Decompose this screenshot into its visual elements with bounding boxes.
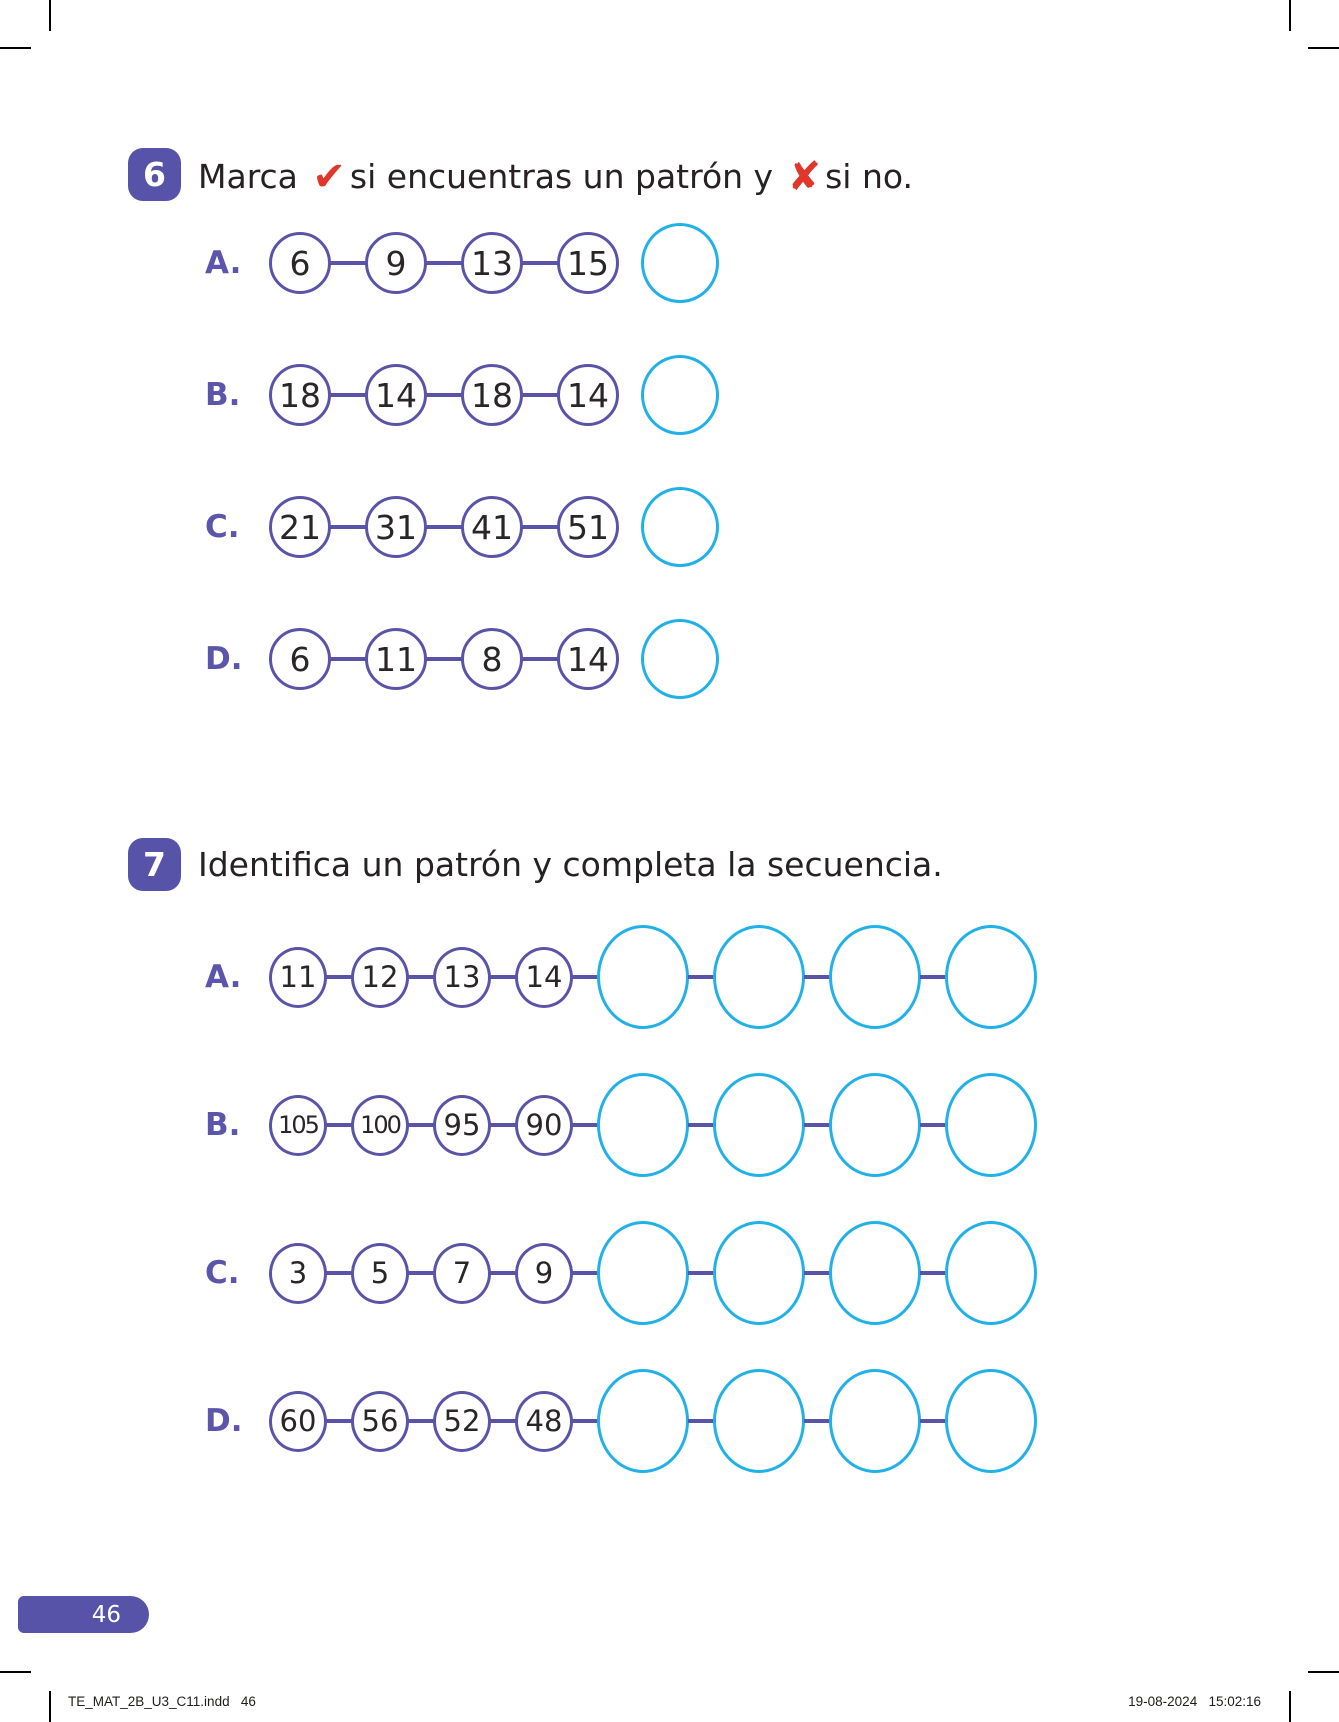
connector-line xyxy=(330,657,366,661)
connector-line xyxy=(490,1123,516,1127)
answer-circle[interactable] xyxy=(641,487,719,567)
print-footer-timestamp: 19-08-2024 15:02:16 xyxy=(1128,1694,1261,1709)
row-label: A. xyxy=(205,245,242,281)
crop-mark-bottom-left-vertical xyxy=(49,1691,51,1722)
answer-circle[interactable] xyxy=(641,619,719,699)
sequence-row xyxy=(205,1051,1037,1199)
exercise-7-header xyxy=(128,838,943,891)
exercise-6-title xyxy=(198,152,913,198)
page-number-badge: 46 xyxy=(18,1596,149,1633)
number-circle: 95 xyxy=(433,1095,491,1156)
connector-line xyxy=(522,525,558,529)
answer-circle[interactable] xyxy=(597,1221,689,1325)
connector-line xyxy=(426,525,462,529)
connector-line xyxy=(408,1271,434,1275)
sequence-row xyxy=(205,903,1037,1051)
answer-circle[interactable] xyxy=(713,1369,805,1473)
number-circle: 90 xyxy=(515,1095,573,1156)
exercise-7-title: Identifica un patrón y completa la secuencia. xyxy=(198,845,943,884)
number-circle: 18 xyxy=(461,364,523,426)
connector-line xyxy=(326,1271,352,1275)
number-circle: 14 xyxy=(515,947,573,1008)
number-circle: 48 xyxy=(515,1391,573,1452)
connector-line xyxy=(688,1271,714,1275)
connector-line xyxy=(330,525,366,529)
number-chain xyxy=(269,1073,1037,1177)
row-label: C. xyxy=(205,509,240,545)
crop-mark-bottom-right-horizontal xyxy=(1308,1671,1339,1673)
answer-circle[interactable] xyxy=(597,1369,689,1473)
connector-line xyxy=(326,1123,352,1127)
number-circle: 14 xyxy=(365,364,427,426)
connector-line xyxy=(688,1123,714,1127)
number-circle: 6 xyxy=(269,232,331,294)
number-chain xyxy=(269,223,719,303)
connector-line xyxy=(804,975,830,979)
number-circle: 31 xyxy=(365,496,427,558)
exercise-6-title-mid: si encuentras un patrón y xyxy=(349,156,774,196)
connector-line xyxy=(522,393,558,397)
number-circle: 18 xyxy=(269,364,331,426)
number-circle: 14 xyxy=(557,628,619,690)
row-label: D. xyxy=(205,1403,243,1439)
exercise-6-number-badge: 6 xyxy=(128,148,181,201)
sequence-row xyxy=(205,1347,1037,1495)
exercise-6-rows xyxy=(205,197,719,725)
answer-circle[interactable] xyxy=(597,1073,689,1177)
answer-circle[interactable] xyxy=(641,355,719,435)
number-chain xyxy=(269,487,719,567)
connector-line xyxy=(920,1419,946,1423)
connector-line xyxy=(804,1271,830,1275)
answer-circle[interactable] xyxy=(945,1073,1037,1177)
answer-circle[interactable] xyxy=(713,1221,805,1325)
number-circle: 100 xyxy=(351,1095,409,1156)
number-circle: 56 xyxy=(351,1391,409,1452)
number-circle: 7 xyxy=(433,1243,491,1304)
connector-line xyxy=(688,975,714,979)
connector-line xyxy=(920,975,946,979)
number-circle: 105 xyxy=(269,1095,327,1156)
connector-line xyxy=(490,1271,516,1275)
number-circle: 41 xyxy=(461,496,523,558)
exercise-7-number-badge: 7 xyxy=(128,838,181,891)
row-label: D. xyxy=(205,641,243,677)
answer-circle[interactable] xyxy=(829,1369,921,1473)
answer-circle[interactable] xyxy=(945,1369,1037,1473)
answer-circle[interactable] xyxy=(597,925,689,1029)
crop-mark-top-left-horizontal xyxy=(0,47,31,49)
cross-icon: ✘ xyxy=(787,153,822,200)
sequence-row xyxy=(205,329,719,461)
number-chain xyxy=(269,355,719,435)
row-label: A. xyxy=(205,959,242,995)
number-circle: 52 xyxy=(433,1391,491,1452)
number-circle: 12 xyxy=(351,947,409,1008)
number-circle: 13 xyxy=(433,947,491,1008)
crop-mark-top-right-horizontal xyxy=(1308,47,1339,49)
number-circle: 51 xyxy=(557,496,619,558)
connector-line xyxy=(804,1123,830,1127)
number-circle: 15 xyxy=(557,232,619,294)
connector-line xyxy=(572,975,598,979)
exercise-6-header xyxy=(128,148,913,201)
answer-circle[interactable] xyxy=(829,925,921,1029)
answer-circle[interactable] xyxy=(829,1073,921,1177)
connector-line xyxy=(326,1419,352,1423)
number-chain xyxy=(269,1221,1037,1325)
number-circle: 6 xyxy=(269,628,331,690)
answer-circle[interactable] xyxy=(945,925,1037,1029)
connector-line xyxy=(408,975,434,979)
sequence-row xyxy=(205,1199,1037,1347)
sequence-row xyxy=(205,593,719,725)
number-circle: 11 xyxy=(269,947,327,1008)
connector-line xyxy=(326,975,352,979)
answer-circle[interactable] xyxy=(641,223,719,303)
exercise-7-rows xyxy=(205,903,1037,1495)
connector-line xyxy=(330,393,366,397)
connector-line xyxy=(572,1271,598,1275)
crop-mark-bottom-left-horizontal xyxy=(0,1671,31,1673)
print-footer-filename: TE_MAT_2B_U3_C11.indd 46 xyxy=(68,1694,256,1709)
crop-mark-bottom-right-vertical xyxy=(1289,1691,1291,1722)
number-circle: 14 xyxy=(557,364,619,426)
sequence-row xyxy=(205,461,719,593)
sequence-row xyxy=(205,197,719,329)
number-circle: 60 xyxy=(269,1391,327,1452)
connector-line xyxy=(408,1123,434,1127)
number-circle: 21 xyxy=(269,496,331,558)
answer-circle[interactable] xyxy=(713,1073,805,1177)
crop-mark-top-right-vertical xyxy=(1289,0,1291,31)
answer-circle[interactable] xyxy=(713,925,805,1029)
connector-line xyxy=(426,261,462,265)
number-circle: 9 xyxy=(365,232,427,294)
check-icon: ✔ xyxy=(312,153,346,200)
connector-line xyxy=(426,393,462,397)
number-circle: 8 xyxy=(461,628,523,690)
number-circle: 13 xyxy=(461,232,523,294)
exercise-6-title-pre: Marca xyxy=(198,156,298,196)
number-chain xyxy=(269,1369,1037,1473)
exercise-6-title-post: si no. xyxy=(825,156,913,196)
connector-line xyxy=(804,1419,830,1423)
connector-line xyxy=(490,1419,516,1423)
number-circle: 3 xyxy=(269,1243,327,1304)
number-circle: 9 xyxy=(515,1243,573,1304)
connector-line xyxy=(522,657,558,661)
connector-line xyxy=(572,1123,598,1127)
number-chain xyxy=(269,925,1037,1029)
connector-line xyxy=(490,975,516,979)
number-chain xyxy=(269,619,719,699)
connector-line xyxy=(408,1419,434,1423)
connector-line xyxy=(688,1419,714,1423)
connector-line xyxy=(426,657,462,661)
answer-circle[interactable] xyxy=(945,1221,1037,1325)
connector-line xyxy=(522,261,558,265)
row-label: B. xyxy=(205,1107,241,1143)
connector-line xyxy=(572,1419,598,1423)
number-circle: 5 xyxy=(351,1243,409,1304)
row-label: B. xyxy=(205,377,241,413)
crop-mark-top-left-vertical xyxy=(49,0,51,31)
number-circle: 11 xyxy=(365,628,427,690)
connector-line xyxy=(330,261,366,265)
connector-line xyxy=(920,1123,946,1127)
answer-circle[interactable] xyxy=(829,1221,921,1325)
row-label: C. xyxy=(205,1255,240,1291)
connector-line xyxy=(920,1271,946,1275)
